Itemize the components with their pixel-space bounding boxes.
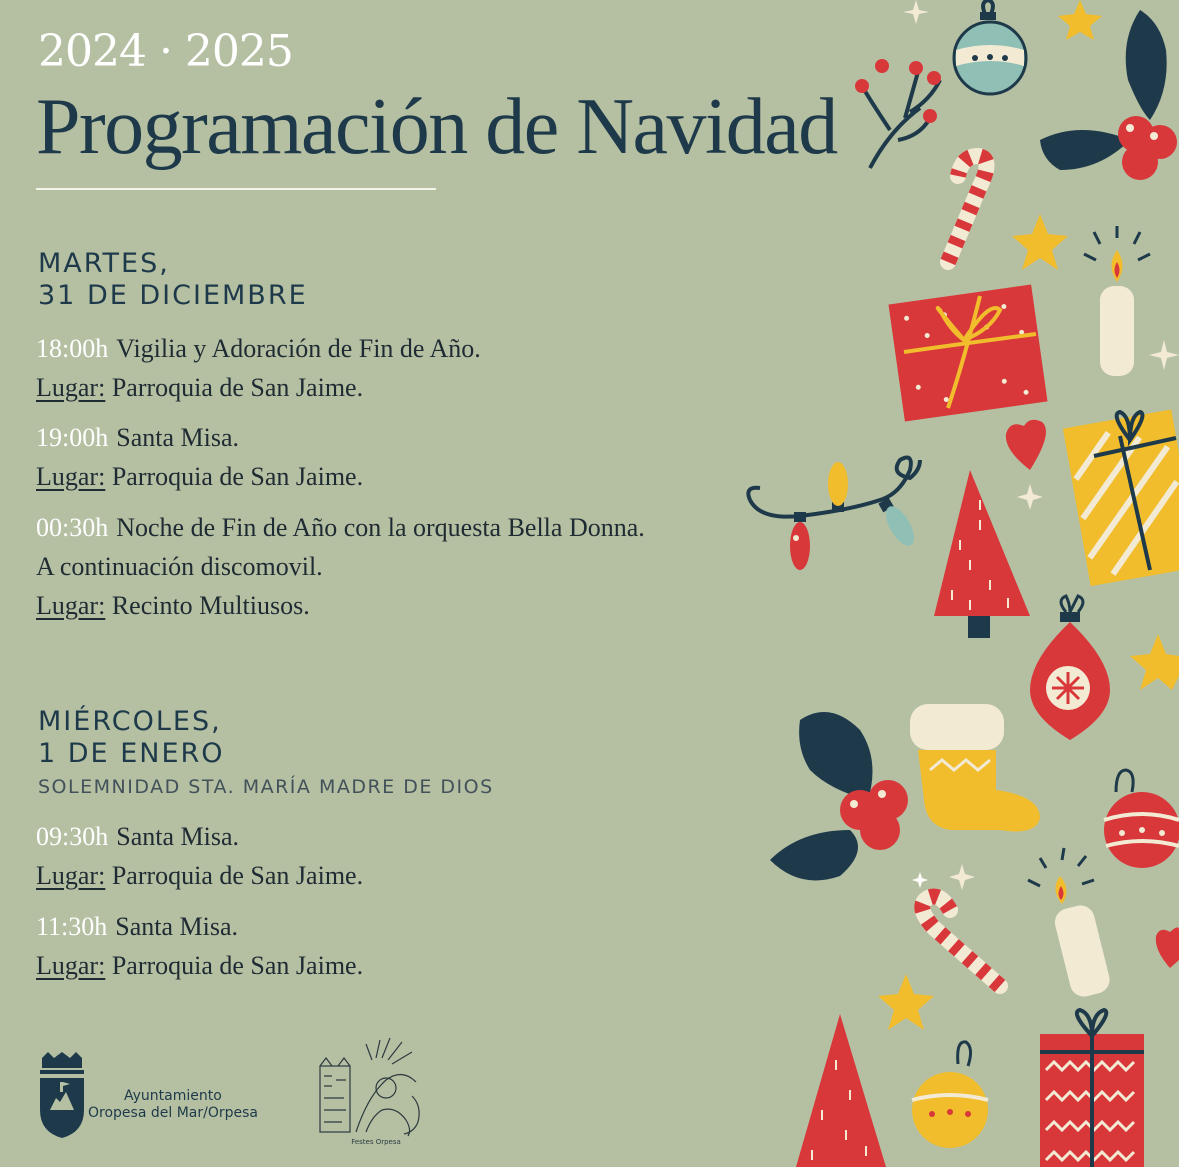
event-location: Parroquia de San Jaime. (111, 373, 364, 402)
event-description: Vigilia y Adoración de Fin de Año. (116, 334, 481, 363)
ornament-icon (912, 1042, 988, 1148)
sparkle-icon (949, 864, 975, 890)
festes-logo-text: Festes Orpesa (351, 1138, 401, 1146)
christmas-tree-icon (934, 470, 1030, 638)
candle-icon (1028, 848, 1113, 999)
location-label: Lugar: (36, 373, 106, 402)
gift-icon (888, 285, 1047, 422)
holly-icon (770, 712, 908, 880)
event-location: Parroquia de San Jaime. (111, 951, 364, 980)
holly-icon (1040, 10, 1177, 180)
candy-cane-icon (948, 156, 987, 262)
day-heading-date: 31 DE DICIEMBRE (38, 280, 308, 311)
stocking-icon (910, 704, 1040, 832)
event-location: Parroquia de San Jaime. (111, 861, 364, 890)
event-description: Santa Misa. (116, 423, 239, 452)
star-icon (878, 974, 934, 1030)
ornament-icon (1104, 770, 1179, 868)
location-label: Lugar: (36, 861, 106, 890)
location-label: Lugar: (36, 951, 106, 980)
event-time: 18:00h (36, 334, 109, 363)
sparkle-icon (1149, 340, 1179, 370)
christmas-tree-icon (796, 1014, 886, 1167)
ornament-icon (954, 0, 1026, 94)
sparkle-icon (912, 872, 928, 888)
event-description-continued: A continuación discomovil. (36, 552, 323, 581)
sparkle-icon (903, 0, 929, 24)
page-title: Programación de Navidad (36, 83, 837, 171)
candy-cane-icon (922, 897, 1000, 987)
event-time: 09:30h (36, 822, 109, 851)
gift-icon (1040, 1010, 1144, 1167)
day-heading-weekday: MARTES, (38, 248, 170, 279)
event-time: 11:30h (36, 912, 108, 941)
event-location: Recinto Multiusos. (111, 591, 310, 620)
candle-icon (1084, 226, 1150, 376)
event-time: 00:30h (36, 513, 109, 542)
location-label: Lugar: (36, 462, 106, 491)
event-description: Santa Misa. (115, 912, 239, 941)
star-icon (1058, 0, 1102, 40)
star-icon (1012, 214, 1068, 270)
event-description: Santa Misa. (116, 822, 239, 851)
star-icon (1130, 634, 1179, 690)
day-subtitle: SOLEMNIDAD STA. MARÍA MADRE DE DIOS (38, 776, 494, 798)
event-description: Noche de Fin de Año con la orquesta Bella Donna. (116, 513, 645, 542)
day-heading-weekday: MIÉRCOLES, (38, 706, 222, 737)
event-time: 19:00h (36, 423, 109, 452)
gift-icon (1063, 409, 1179, 586)
sparkle-icon (1017, 484, 1043, 510)
town-hall-line1: Ayuntamiento (124, 1088, 222, 1104)
location-label: Lugar: (36, 591, 106, 620)
heart-icon (1156, 927, 1179, 968)
town-hall-line2: Oropesa del Mar/Orpesa (88, 1105, 258, 1121)
event-location: Parroquia de San Jaime. (111, 462, 364, 491)
day-heading-date: 1 DE ENERO (38, 738, 225, 769)
heart-icon (1006, 420, 1046, 470)
string-lights-icon (748, 458, 920, 570)
years-heading: 2024 · 2025 (38, 26, 293, 77)
berry-branch-icon (855, 59, 941, 168)
ornament-icon (1030, 596, 1110, 740)
